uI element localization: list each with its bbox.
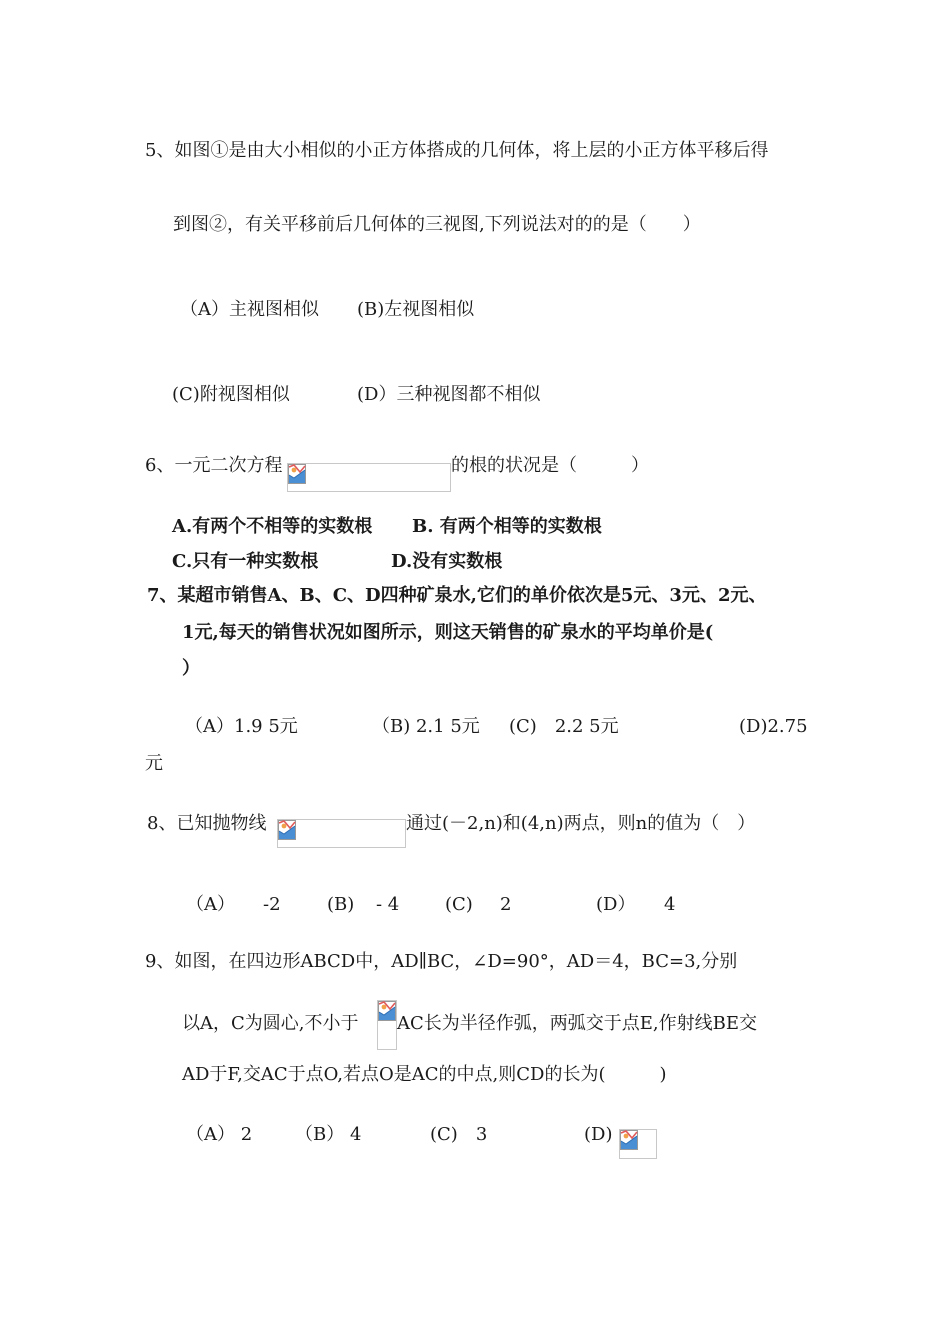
q9-line2-pre: 以A，C为圆心,不小于 (182, 1013, 359, 1034)
q9-fraction-image (377, 1000, 397, 1050)
q7-option-b: （B) 2.1 5元 (372, 716, 480, 737)
q7-option-d: (D)2.75 (739, 716, 808, 737)
q9-option-d-image (619, 1129, 657, 1159)
broken-image-icon (278, 820, 296, 840)
q8-option-b-value: - 4 (376, 894, 400, 915)
q9-option-b: （B） 4 (295, 1124, 362, 1145)
q9-option-d: (D) (584, 1124, 613, 1145)
q5-line2: 到图②，有关平移前后几何体的三视图,下列说法对的的是（ ） (173, 214, 701, 235)
broken-image-icon (378, 1001, 396, 1021)
q7-line1: 7、某超市销售A、B、C、D四种矿泉水,它们的单价依次是5元、3元、2元、 (147, 585, 767, 606)
q5-line1: 5、如图①是由大小相似的小正方体搭成的几何体，将上层的小正方体平移后得 (145, 140, 769, 161)
q6-equation-image (287, 463, 451, 492)
q8-option-c-value: 2 (500, 894, 512, 915)
q5-option-c: (C)附视图相似 (172, 384, 290, 405)
q7-option-c: (C) 2.2 5元 (509, 716, 619, 737)
q8-option-c-label: (C) (445, 894, 473, 915)
q8-parabola-image (277, 819, 406, 848)
q8-stem-pre: 8、已知抛物线 (147, 813, 267, 834)
q9-line2-post: AC长为半径作弧，两弧交于点E,作射线BE交 (397, 1013, 757, 1034)
q6-option-a: A.有两个不相等的实数根 (172, 516, 373, 537)
q8-stem-post: 通过(－2,n)和(4,n)两点，则n的值为（ ） (406, 813, 756, 834)
q7-line3: ） (182, 658, 200, 679)
q5-option-d: (D）三种视图都不相似 (357, 384, 541, 405)
q8-option-a-value: -2 (263, 894, 281, 915)
q8-option-d-value: 4 (664, 894, 676, 915)
q8-option-a-label: （A） (186, 894, 235, 915)
q6-stem-pre: 6、一元二次方程 (145, 455, 283, 476)
q6-option-d: D.没有实数根 (391, 551, 503, 572)
broken-image-icon (620, 1130, 638, 1150)
q6-stem-post: 的根的状况是（ ） (451, 455, 649, 476)
q9-option-c: (C) 3 (430, 1124, 488, 1145)
q7-line2: 1元,每天的销售状况如图所示，则这天销售的矿泉水的平均单价是( (182, 622, 714, 643)
q9-line1: 9、如图，在四边形ABCD中，AD∥BC，∠D=90°，AD＝4，BC=3,分别 (145, 951, 738, 972)
q7-option-d-continued: 元 (145, 753, 163, 774)
broken-image-icon (288, 464, 306, 484)
q8-option-d-label: (D） (596, 894, 636, 915)
q8-option-b-label: (B) (327, 894, 355, 915)
q9-line3: AD于F,交AC于点O,若点O是AC的中点,则CD的长为( ) (182, 1064, 667, 1085)
q6-option-b: B. 有两个相等的实数根 (412, 516, 602, 537)
q6-option-c: C.只有一种实数根 (172, 551, 319, 572)
q7-option-a: （A）1.9 5元 (185, 716, 298, 737)
q5-option-a: （A）主视图相似 (180, 299, 319, 320)
q5-option-b: (B)左视图相似 (357, 299, 475, 320)
q9-option-a: （A） 2 (186, 1124, 253, 1145)
